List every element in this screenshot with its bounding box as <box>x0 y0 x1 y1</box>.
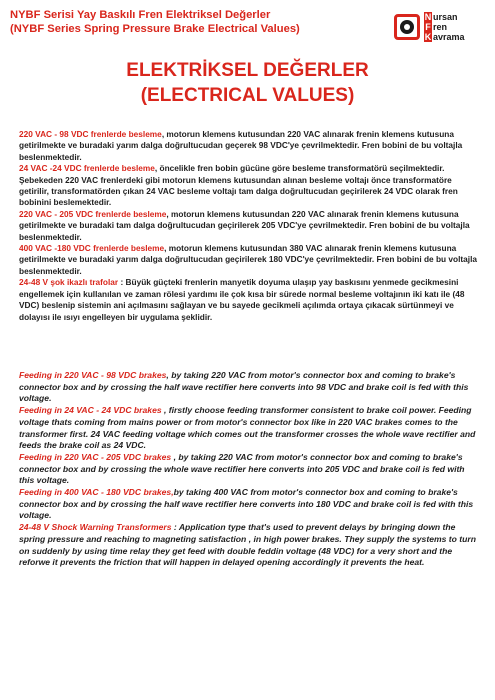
page-header <box>10 8 480 48</box>
english-section <box>19 370 479 569</box>
english-paragraph: Feeding in 220 VAC - 98 VDC brakes, by taking 220 VAC from motor's connector box and coming to brake's connector box and by crossing the half wave rectifier here converts into 98 VDC and brake coil is fed with this voltage. <box>19 370 469 404</box>
english-paragraph: 24-48 V Shock Warning Transformers : Application type that's used to prevent delays by bringing down the spring pressure and reaching to magneting satisfaction , in high power brakes. They supply the systems to turn on suddenly by using time relay they get feed with double feddin voltage (48 VDC) for a very short and the reforwe it prevents the friction that will happen in delayed opening accordingly it prevents the heat. <box>19 522 476 568</box>
turkish-paragraph: 220 VAC - 98 VDC frenlerde besleme, motorun klemens kutusundan 220 VAC alınarak frenin klemens kutusuna getirilmekte ve buradaki yarım dalga doğrultucudan geçerek 98 VDC'ye çevrilmektedir. Fren bobini de bu voltajla beslenmektedir. <box>19 129 463 162</box>
english-paragraph: Feeding in 400 VAC - 180 VDC brakes,by taking 400 VAC from motor's connector box and coming to brake's connector box and by crossing the half wave rectifier here converts into 180 VDC and brake coil is fed with this voltage. <box>19 487 474 521</box>
header-title <box>10 8 370 36</box>
english-paragraph: Feeding in 220 VAC - 205 VDC brakes , by taking 220 VAC from motor's connector box and coming to brake's connector box and by crossing the whole wave rectifier here converts into 205 VDC and brake coil is fed with this voltage. <box>19 451 465 486</box>
header-title-line2: (NYBF Series Spring Pressure Brake Electrical Values) <box>10 23 300 35</box>
gear-logo-icon <box>394 14 420 40</box>
turkish-paragraph: 400 VAC -180 VDC frenlerde besleme, motorun klemens kutusundan 380 VAC alınarak frenin klemens kutusuna getirilmekte ve buradaki yarım dalga doğrultucudan geçirilerek 180 VDC'ye çevrilmektedir. Fren bobini de bu voltajla beslenmektedir. <box>19 243 477 276</box>
logo-wordmark: N ursan F ren K avrama <box>424 12 465 42</box>
company-logo <box>394 10 480 44</box>
turkish-paragraph: 220 VAC - 205 VDC frenlerde besleme, motorun klemens kutusundan 220 VAC alınarak frenin klemens kutusuna getirilmekte ve buradaki tam dalga doğrultucudan geçirilerek 205 VDC'ye çevrilmektedir. Fren bobini de bu voltajla beslenmektedir. <box>19 208 470 242</box>
english-paragraph: Feeding in 24 VAC - 24 VDC brakes , firstly choose feeding transformer consistent to brake coil power. Feeding voltage thats coming from mains power or from motor's connector box like in 220 VAC brakes comes to the transformer first. 24 VAC feeding voltage which comes out the transformer crosses the whole wave rectifier and feeds the brake coil as 24 VDC. <box>19 405 476 451</box>
header-title-line1: NYBF Serisi Yay Baskılı Fren Elektriksel Değerler <box>10 9 271 21</box>
page-title-line2: (ELECTRICAL VALUES) <box>140 85 355 106</box>
turkish-section <box>19 129 479 323</box>
page-title-line1: ELEKTRİKSEL DEĞERLER <box>126 60 369 81</box>
turkish-paragraph: 24 VAC -24 VDC frenlerde besleme, öncelikle fren bobin gücüne göre besleme transformatörü seçilmektedir. Şebekeden 220 VAC frenlerdeki gibi motorun klemens kutusundan alınan besleme voltajı önce transformatöre getirilir, transformatörden çıkan 24 VAC besleme voltajı tam dalga doğrultucudan geçirilerek 24 VDC olarak fren bobinini beslemektedir. <box>19 163 458 208</box>
turkish-paragraph: 24-48 V şok ikazlı trafolar : Büyük güçteki frenlerin manyetik doyuma ulaşıp yay baskısını yenmede gecikmesini engellemek için kullanılan ve zaman rölesi yardımı ile çok kısa bir sürede normal besleme voltajının iki katı ile (48 VDC) beslenip sistemin ani açılmasını sağlayan ve bu sayede gecikmeli açılımda ortaya çıkacak sürtünmeyi ve dolayısı ile ısıyı engelleyen bir uygulama şeklidir. <box>19 277 465 322</box>
page-title <box>0 58 495 108</box>
